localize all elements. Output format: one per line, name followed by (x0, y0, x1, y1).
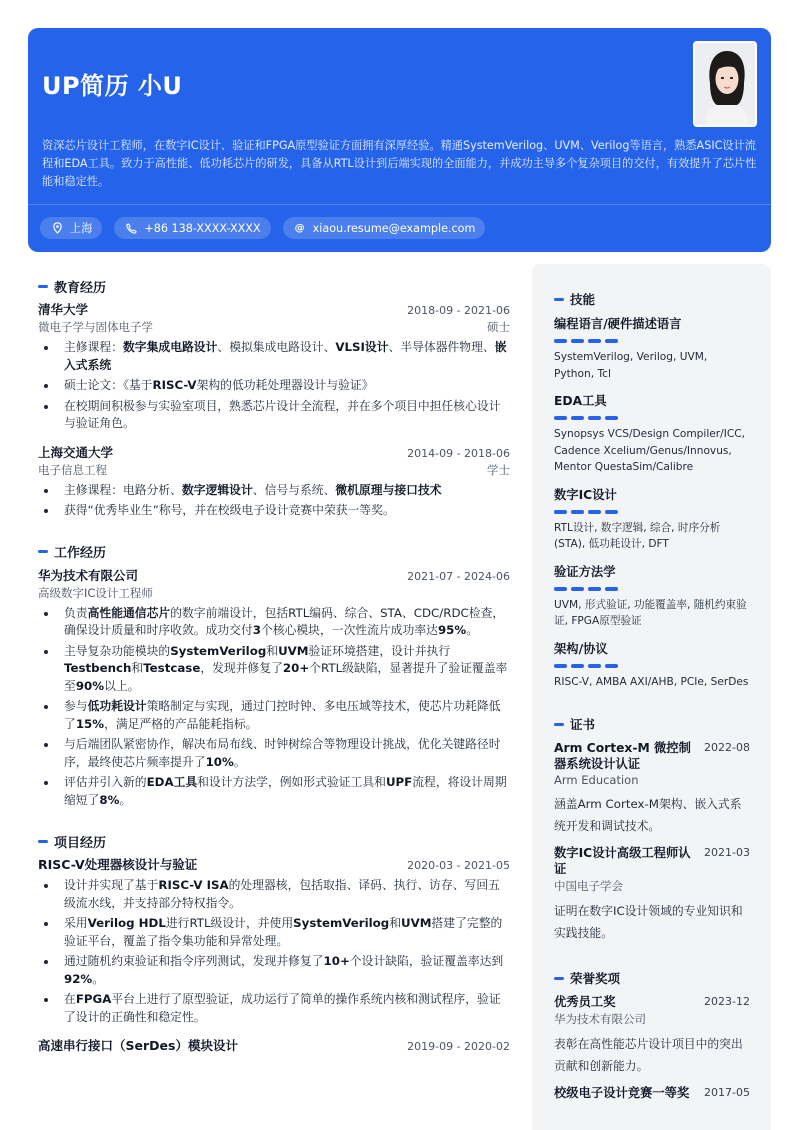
entry-header (554, 994, 750, 1010)
skill-level-dot (605, 510, 618, 514)
skill-level-dot (554, 664, 567, 668)
entry-header (38, 443, 510, 461)
section-title-skills (554, 289, 750, 309)
school-name: 上海交通大学 (38, 444, 114, 460)
phone-icon (124, 223, 138, 234)
skill-level-dot (588, 416, 601, 420)
skill-level-indicator (554, 587, 750, 591)
section-marker (554, 977, 564, 980)
skill-level-indicator (554, 339, 750, 343)
section-title-certificates (554, 714, 750, 734)
skill-item (554, 391, 750, 476)
skill-item (554, 562, 750, 630)
skills-section (554, 289, 750, 690)
skill-description: RISC-V, AMBA AXI/AHB, PCIe, SerDes (554, 675, 749, 688)
skill-name: 架构/协议 (554, 641, 608, 656)
skill-description: UVM, 形式验证, 功能覆盖率, 随机约束验证, FPGA原型验证 (554, 598, 747, 627)
project-entry (38, 855, 510, 1026)
skill-level-indicator (554, 416, 750, 420)
section-title-text: 教育经历 (54, 280, 107, 296)
skill-level-dot (571, 339, 584, 343)
certificate-item (554, 845, 750, 944)
section-title-text: 工作经历 (54, 546, 107, 561)
entry-subheader (38, 319, 510, 335)
at-sign-icon: @ (294, 222, 305, 234)
bullet-item: 硕士论文：《基于RISC-V架构的低功耗处理器设计与验证》 (38, 377, 510, 395)
bullet-item: 采用Verilog HDL进行RTL级设计，并使用SystemVerilog和UVM搭建了完整的验证平台，覆盖了指令集功能和异常处理。 (38, 915, 510, 950)
entry-date: 2017-05 (704, 1086, 750, 1099)
section-marker (554, 298, 564, 301)
school-name: 清华大学 (38, 302, 89, 317)
awards-section (554, 968, 750, 1101)
skill-level-dot (588, 339, 601, 343)
skill-level-dot (571, 587, 584, 591)
entry-date: 2019-09 - 2020-02 (407, 1040, 510, 1053)
section-title-education (38, 276, 510, 296)
skill-description: Synopsys VCS/Design Compiler/ICC, Cadence Xcelium/Genus/Innovus, Mentor QuestaSim/Calibre (554, 428, 746, 473)
award-item (554, 1085, 750, 1101)
bullet-item: 在校期间积极参与实验室项目，熟悉芯片设计全流程，并在多个项目中担任核心设计与验证角色。 (38, 398, 510, 433)
sidebar-content (554, 264, 750, 1101)
skill-name: 数字IC设计 (554, 487, 617, 502)
education-entry (38, 443, 510, 520)
section-marker (38, 840, 48, 843)
entry-subheader (38, 462, 510, 478)
section-title-awards (554, 968, 750, 988)
candidate-name: UP简历 小U (42, 72, 183, 100)
company-name: 华为技术有限公司 (38, 567, 139, 583)
contact-list (40, 217, 485, 239)
skill-level-dot (571, 416, 584, 420)
bullet-item: 主修课程：数字集成电路设计、模拟集成电路设计、VLSI设计、半导体器件物理、嵌入式系统 (38, 339, 510, 374)
entry-header (38, 566, 510, 584)
skill-item (554, 485, 750, 553)
bullet-item: 通过随机约束验证和指令序列测试，发现并修复了10+个设计缺陷，验证覆盖率达到92%。 (38, 953, 510, 988)
section-marker (554, 723, 564, 726)
skill-name: 编程语言/硬件描述语言 (554, 317, 682, 331)
certificates-section (554, 714, 750, 944)
location-pin-icon (50, 222, 64, 234)
header-divider (28, 204, 771, 205)
profile-photo (693, 41, 757, 127)
entry-date: 2022-08 (704, 741, 750, 754)
bullet-item: 在FPGA平台上进行了原型验证，成功运行了简单的操作系统内核和测试程序，验证了设计的正确性和稳定性。 (38, 991, 510, 1026)
bullet-item: 评估并引入新的EDA工具和设计方法学，例如形式验证工具和UPF流程，将设计周期缩短了8%。 (38, 774, 510, 809)
profile-photo-image (695, 43, 757, 127)
phone-chip[interactable] (114, 217, 270, 239)
entry-date: 2021-03 (704, 846, 750, 859)
section-marker (38, 550, 48, 553)
section-title-work (38, 542, 510, 562)
award-item (554, 994, 750, 1077)
award-issuer: 华为技术有限公司 (554, 1012, 646, 1026)
entry-date: 2021-07 - 2024-06 (407, 569, 510, 583)
entry-date: 2023-12 (704, 995, 750, 1008)
bullet-item: 负责高性能通信芯片的数字前端设计，包括RTL编码、综合、STA、CDC/RDC检查，确保设计质量和时序收敛。成功交付3个核心模块，一次性流片成功率达95%。 (38, 605, 510, 640)
certificate-name: Arm Cortex-M 微控制器系统设计认证 (554, 741, 691, 771)
entry-date: 2014-09 - 2018-06 (407, 446, 510, 460)
projects-section (38, 831, 510, 1054)
award-description: 表彰在高性能芯片设计项目中的突出贡献和创新能力。 (554, 1037, 743, 1073)
education-entry (38, 300, 510, 433)
bullet-item: 获得“优秀毕业生”称号，并在校级电子设计竞赛中荣获一等奖。 (38, 502, 510, 520)
location-text: 上海 (70, 222, 93, 235)
work-entry (38, 566, 510, 810)
section-title-text: 证书 (570, 717, 596, 732)
bullet-item: 主修课程：电路分析、数字逻辑设计、信号与系统、微机原理与接口技术 (38, 482, 510, 500)
certificate-name: 数字IC设计高级工程师认证 (554, 846, 691, 876)
certificate-issuer: 中国电子学会 (554, 879, 623, 893)
award-name: 校级电子设计竞赛一等奖 (554, 1086, 690, 1100)
degree: 学士 (487, 462, 510, 477)
certificate-issuer: Arm Education (554, 773, 639, 787)
major: 微电子学与固体电子学 (38, 320, 153, 334)
skill-description: SystemVerilog, Verilog, UVM, Python, Tcl (554, 351, 708, 380)
entry-header (38, 300, 510, 318)
skill-level-dot (605, 416, 618, 420)
skill-level-dot (588, 510, 601, 514)
entry-header (554, 740, 750, 772)
entry-header (38, 1036, 510, 1054)
skill-level-indicator (554, 664, 750, 668)
skill-level-dot (605, 664, 618, 668)
certificate-item (554, 740, 750, 837)
entry-header (38, 855, 510, 873)
section-title-text: 项目经历 (54, 835, 107, 851)
skill-level-dot (588, 587, 601, 591)
email-text: xiaou.resume@example.com (312, 221, 476, 235)
bullet-list (38, 482, 510, 520)
skill-level-dot (605, 587, 618, 591)
professional-summary: 资深芯片设计工程师，在数字IC设计、验证和FPGA原型验证方面拥有深厚经验。精通SystemVerilog、UVM、Verilog等语言，熟悉ASIC设计流程和EDA工具。致力于高性能、低功耗芯片的研发，具备从RTL设计到后端实现的全面能力，并成功主导多个复杂项目的交付，有效提升了芯片性能和稳定性。 (42, 139, 757, 188)
skill-level-dot (554, 587, 567, 591)
skill-level-dot (588, 664, 601, 668)
certificate-description: 涵盖Arm Cortex-M架构、嵌入式系统开发和调试技术。 (554, 797, 742, 833)
skill-item (554, 639, 750, 691)
entry-date: 2018-09 - 2021-06 (407, 304, 510, 317)
section-title-projects (38, 831, 510, 851)
work-section (38, 542, 510, 810)
main-column (38, 268, 510, 1054)
bullet-item: 与后端团队紧密协作，解决布局布线、时钟树综合等物理设计挑战，优化关键路径时序，最终使芯片频率提升了10%。 (38, 736, 510, 771)
project-entry (38, 1036, 510, 1054)
bullet-list (38, 605, 510, 810)
entry-header (554, 845, 750, 877)
skill-level-indicator (554, 510, 750, 514)
skill-item (554, 314, 750, 382)
entry-header (554, 1085, 750, 1101)
bullet-item: 主导复杂功能模块的SystemVerilog和UVM验证环境搭建，设计并执行Testbench和Testcase，发现并修复了20+个RTL级缺陷，显著提升了验证覆盖率至90%以上。 (38, 643, 510, 696)
certificate-description: 证明在数字IC设计领域的专业知识和实践技能。 (554, 904, 743, 940)
major: 电子信息工程 (38, 462, 107, 477)
section-title-text: 荣誉奖项 (570, 971, 621, 986)
skill-description: RTL设计, 数字逻辑, 综合, 时序分析 (STA), 低功耗设计, DFT (554, 521, 721, 550)
project-name: RISC-V处理器核设计与验证 (38, 857, 198, 872)
skill-level-dot (554, 416, 567, 420)
section-marker (38, 285, 48, 288)
degree: 硕士 (487, 320, 510, 334)
bullet-list (38, 877, 510, 1026)
sidebar-column (532, 264, 771, 1130)
job-title: 高级数字IC设计工程师 (38, 585, 153, 600)
bullet-list (38, 339, 510, 433)
skill-level-dot (554, 510, 567, 514)
skill-level-dot (571, 510, 584, 514)
skill-name: EDA工具 (554, 394, 607, 408)
project-name: 高速串行接口（SerDes）模块设计 (38, 1038, 238, 1053)
phone-text: +86 138-XXXX-XXXX (144, 221, 261, 235)
skill-level-dot (554, 339, 567, 343)
skill-name: 验证方法学 (554, 564, 616, 579)
award-name: 优秀员工奖 (554, 995, 616, 1009)
education-section (38, 276, 510, 520)
location-chip (40, 217, 102, 239)
skill-level-dot (571, 664, 584, 668)
bullet-item: 参与低功耗设计策略制定与实现，通过门控时钟、多电压域等技术，使芯片功耗降低了15%，满足严格的产品能耗指标。 (38, 698, 510, 733)
section-title-text: 技能 (570, 292, 596, 307)
entry-date: 2020-03 - 2021-05 (407, 859, 510, 872)
skill-level-dot (605, 339, 618, 343)
entry-subheader (38, 585, 510, 601)
bullet-item: 设计并实现了基于RISC-V ISA的处理器核，包括取指、译码、执行、访存、写回五级流水线，并支持部分特权指令。 (38, 877, 510, 912)
resume-header (28, 28, 771, 252)
email-chip[interactable] (283, 217, 486, 239)
